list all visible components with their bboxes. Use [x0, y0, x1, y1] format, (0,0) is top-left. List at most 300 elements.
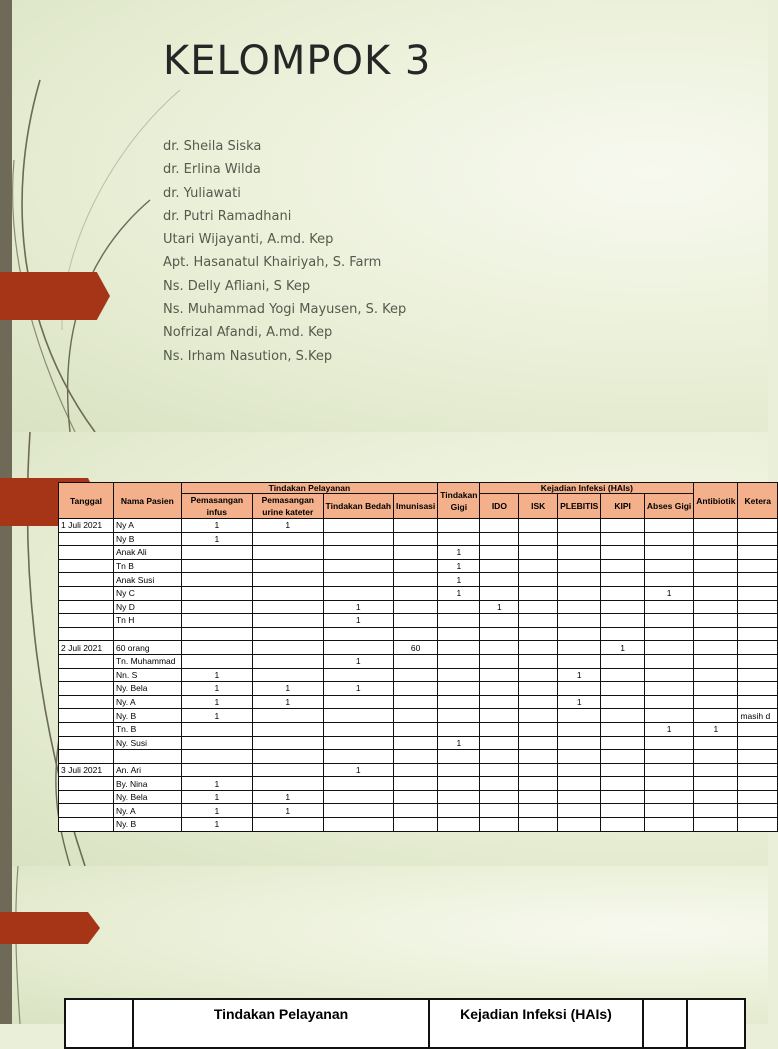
table-cell	[59, 546, 114, 560]
table-cell	[644, 641, 693, 655]
table-cell: Ny. Bela	[113, 682, 181, 696]
table-cell	[59, 654, 114, 668]
table-cell	[519, 614, 558, 628]
table-cell	[480, 586, 519, 600]
member-list	[163, 135, 406, 368]
table-row	[59, 709, 778, 723]
table-cell: Ny D	[113, 600, 181, 614]
group-header-tindakan: Tindakan Pelayanan	[133, 999, 429, 1048]
table-cell	[601, 682, 645, 696]
table-cell	[694, 519, 738, 533]
table-cell: 1	[644, 722, 693, 736]
table-cell	[558, 777, 601, 791]
table-cell	[558, 654, 601, 668]
table-cell	[694, 668, 738, 682]
table-cell: 1	[253, 682, 324, 696]
table-cell	[558, 804, 601, 818]
table-cell	[738, 763, 778, 777]
table-cell	[558, 763, 601, 777]
table-row	[59, 614, 778, 628]
table-cell	[394, 777, 438, 791]
table-cell	[181, 722, 252, 736]
table-cell	[738, 654, 778, 668]
table-cell	[59, 777, 114, 791]
table-cell: Anak Ali	[113, 546, 181, 560]
table-cell	[694, 750, 738, 764]
slide-title	[0, 0, 768, 432]
table-cell: 1	[181, 668, 252, 682]
table-cell	[394, 804, 438, 818]
table-cell	[694, 586, 738, 600]
table-cell	[738, 586, 778, 600]
table-cell	[644, 532, 693, 546]
table-cell	[694, 559, 738, 573]
table-cell	[738, 695, 778, 709]
table-row	[59, 546, 778, 560]
table-cell	[438, 654, 480, 668]
table-cell	[181, 654, 252, 668]
table-cell	[601, 709, 645, 723]
table-cell	[519, 641, 558, 655]
table-cell: Tn H	[113, 614, 181, 628]
table-cell	[738, 641, 778, 655]
table-cell	[394, 818, 438, 832]
table-cell	[601, 777, 645, 791]
table-cell	[394, 668, 438, 682]
table-cell	[438, 695, 480, 709]
table-cell	[181, 559, 252, 573]
table-cell	[480, 804, 519, 818]
table-cell	[438, 709, 480, 723]
table-cell	[480, 641, 519, 655]
table-cell: 1	[253, 790, 324, 804]
table-cell	[519, 804, 558, 818]
table-cell: 1	[644, 586, 693, 600]
table-cell	[694, 627, 738, 641]
table-row	[59, 532, 778, 546]
table-cell	[59, 614, 114, 628]
table-cell	[253, 641, 324, 655]
member-name: Ns. Delly Afliani, S Kep	[163, 278, 311, 294]
table-cell: 1	[181, 519, 252, 533]
member-name: Ns. Irham Nasution, S.Kep	[163, 348, 333, 364]
table-cell	[323, 804, 394, 818]
header-cell-empty	[65, 999, 133, 1048]
table-cell	[59, 722, 114, 736]
table-cell	[181, 750, 252, 764]
table-cell	[59, 709, 114, 723]
table-cell	[480, 614, 519, 628]
table-cell	[253, 546, 324, 560]
table-cell	[558, 818, 601, 832]
table-cell	[59, 627, 114, 641]
table-cell	[558, 559, 601, 573]
table-cell	[394, 722, 438, 736]
table-cell	[394, 682, 438, 696]
table-cell: 1 Juli 2021	[59, 519, 114, 533]
table-cell	[438, 722, 480, 736]
table-cell: Tn. B	[113, 722, 181, 736]
table-cell: An. Ari	[113, 763, 181, 777]
table-cell	[601, 763, 645, 777]
table-cell	[480, 750, 519, 764]
table-cell: By. Nina	[113, 777, 181, 791]
table-cell	[738, 777, 778, 791]
member-name: Nofrizal Afandi, A.md. Kep	[163, 325, 333, 341]
member-name: dr. Putri Ramadhani	[163, 208, 292, 224]
table-cell: 1	[438, 559, 480, 573]
table-cell: 1	[323, 600, 394, 614]
table-cell: 1	[694, 722, 738, 736]
table-cell	[601, 532, 645, 546]
table-cell	[181, 763, 252, 777]
table-cell	[438, 614, 480, 628]
table-cell	[601, 695, 645, 709]
table-cell	[644, 818, 693, 832]
table-cell	[323, 519, 394, 533]
header-imunisasi: Imunisasi	[394, 494, 438, 519]
table-cell	[558, 614, 601, 628]
table-row	[59, 790, 778, 804]
table-cell	[480, 695, 519, 709]
header-tindakan-gigi: Tindakan Gigi	[438, 483, 480, 519]
table-cell	[438, 804, 480, 818]
table-cell	[644, 777, 693, 791]
table-cell	[558, 722, 601, 736]
table-cell	[519, 818, 558, 832]
table-cell	[480, 627, 519, 641]
table-cell	[738, 519, 778, 533]
table-cell	[438, 641, 480, 655]
table-cell	[181, 641, 252, 655]
table-row	[59, 750, 778, 764]
table-cell: 1	[480, 600, 519, 614]
table-cell	[644, 546, 693, 560]
table-cell	[601, 559, 645, 573]
table-cell: 1	[181, 695, 252, 709]
table-cell: 3 Juli 2021	[59, 763, 114, 777]
table-cell	[323, 695, 394, 709]
table-cell	[694, 682, 738, 696]
table-cell	[519, 695, 558, 709]
group-header-tindakan: Tindakan Pelayanan	[181, 483, 438, 494]
header-tanggal: Tanggal	[59, 483, 114, 519]
table-cell	[644, 804, 693, 818]
table-cell	[558, 519, 601, 533]
table-cell	[601, 722, 645, 736]
header-plebitis: PLEBITIS	[558, 494, 601, 519]
header-urine-kateter: Pemasangan urine kateter	[253, 494, 324, 519]
table-cell	[181, 736, 252, 750]
table-cell	[253, 586, 324, 600]
table-cell	[558, 682, 601, 696]
table-cell	[253, 763, 324, 777]
table-cell	[394, 790, 438, 804]
table-cell	[694, 600, 738, 614]
table-cell	[519, 627, 558, 641]
table-cell	[519, 682, 558, 696]
table-cell: 1	[181, 682, 252, 696]
table-cell	[394, 532, 438, 546]
table-cell	[694, 695, 738, 709]
table-cell	[519, 654, 558, 668]
table-cell	[694, 546, 738, 560]
table-cell	[694, 763, 738, 777]
table-cell	[519, 777, 558, 791]
table-cell	[59, 695, 114, 709]
table-cell	[59, 600, 114, 614]
table-cell	[438, 600, 480, 614]
table-cell	[480, 573, 519, 587]
table-row	[59, 573, 778, 587]
slide-table-partial	[0, 866, 768, 1024]
table-cell	[181, 586, 252, 600]
table-cell	[644, 627, 693, 641]
table-cell	[644, 614, 693, 628]
table-cell	[323, 627, 394, 641]
table-cell	[438, 682, 480, 696]
table-cell	[558, 790, 601, 804]
table-cell	[253, 668, 324, 682]
table-cell: Ny. B	[113, 709, 181, 723]
table-cell	[480, 777, 519, 791]
table-cell	[253, 818, 324, 832]
table-cell	[738, 750, 778, 764]
table-cell	[738, 790, 778, 804]
table-cell	[59, 804, 114, 818]
header-antibiotik: Antibiotik	[694, 483, 738, 519]
table-cell	[738, 559, 778, 573]
table-cell: Nn. S	[113, 668, 181, 682]
table-cell	[480, 668, 519, 682]
table-cell	[601, 790, 645, 804]
table-cell	[519, 519, 558, 533]
member-name: Ns. Muhammad Yogi Mayusen, S. Kep	[163, 302, 407, 318]
table-cell	[519, 600, 558, 614]
table-row	[59, 586, 778, 600]
table-cell	[323, 722, 394, 736]
group-header-kejadian: Kejadian Infeksi (HAIs)	[480, 483, 694, 494]
table-cell	[738, 668, 778, 682]
table-cell	[644, 750, 693, 764]
table-cell	[519, 532, 558, 546]
header-isk: ISK	[519, 494, 558, 519]
table-cell	[438, 627, 480, 641]
table-cell	[253, 559, 324, 573]
table-cell	[601, 586, 645, 600]
table-cell	[601, 654, 645, 668]
table-cell: 1	[253, 804, 324, 818]
table-cell	[601, 750, 645, 764]
table-cell	[644, 573, 693, 587]
table-cell: 1	[181, 532, 252, 546]
table-cell	[519, 573, 558, 587]
table-cell	[394, 573, 438, 587]
table-cell	[480, 532, 519, 546]
table-cell	[323, 750, 394, 764]
table-row	[59, 695, 778, 709]
table-cell: Ny. A	[113, 695, 181, 709]
table-cell: 1	[181, 804, 252, 818]
table-cell	[738, 804, 778, 818]
table-cell	[519, 586, 558, 600]
table-cell	[253, 654, 324, 668]
table-cell	[694, 804, 738, 818]
table-cell	[59, 818, 114, 832]
table-cell	[181, 614, 252, 628]
table-cell	[323, 546, 394, 560]
header-abses-gigi: Abses Gigi	[644, 494, 693, 519]
table-row	[59, 559, 778, 573]
table-cell	[181, 600, 252, 614]
table-cell	[601, 818, 645, 832]
table-cell	[253, 709, 324, 723]
table-cell	[644, 736, 693, 750]
table-cell	[644, 600, 693, 614]
table-cell	[253, 750, 324, 764]
header-cell-empty	[643, 999, 687, 1048]
table-cell	[738, 682, 778, 696]
table-row	[59, 641, 778, 655]
table-cell	[738, 573, 778, 587]
table-cell: 1	[253, 519, 324, 533]
table-cell	[644, 654, 693, 668]
table-cell: Ny C	[113, 586, 181, 600]
table-cell: Tn. Muhammad	[113, 654, 181, 668]
table-cell	[59, 573, 114, 587]
table-cell	[601, 736, 645, 750]
table-cell	[394, 519, 438, 533]
table-cell	[519, 763, 558, 777]
table-cell	[694, 818, 738, 832]
accent-arrow	[0, 272, 110, 320]
table-cell	[181, 546, 252, 560]
table-cell: 1	[181, 777, 252, 791]
table-cell	[519, 668, 558, 682]
table-cell	[694, 654, 738, 668]
table-cell	[738, 600, 778, 614]
table-cell: Ny. Bela	[113, 790, 181, 804]
table-cell	[438, 532, 480, 546]
member-name: Utari Wijayanti, A.md. Kep	[163, 232, 334, 248]
table-cell: 1	[323, 654, 394, 668]
table-cell: 1	[323, 682, 394, 696]
table-cell	[738, 546, 778, 560]
table-cell: 1	[438, 736, 480, 750]
table-cell	[480, 559, 519, 573]
group-header-kejadian: Kejadian Infeksi (HAIs)	[429, 999, 643, 1048]
table-cell: 60 orang	[113, 641, 181, 655]
member-name: dr. Sheila Siska	[163, 139, 262, 154]
table-cell	[438, 750, 480, 764]
table-row	[59, 777, 778, 791]
table-cell	[738, 532, 778, 546]
table-cell	[394, 586, 438, 600]
table-cell	[738, 627, 778, 641]
table-cell	[394, 750, 438, 764]
table-cell	[558, 546, 601, 560]
table-cell	[323, 777, 394, 791]
table-cell: Ny. A	[113, 804, 181, 818]
table-cell	[558, 736, 601, 750]
slide-table	[0, 432, 771, 866]
table-cell	[558, 600, 601, 614]
spreadsheet-table-partial	[64, 998, 746, 1049]
table-cell: masih d	[738, 709, 778, 723]
slide-title-text: KELOMPOK 3	[163, 38, 432, 84]
table-cell	[644, 709, 693, 723]
table-cell	[59, 586, 114, 600]
table-cell: Tn B	[113, 559, 181, 573]
table-cell	[601, 546, 645, 560]
table-row	[59, 736, 778, 750]
table-cell	[601, 600, 645, 614]
table-cell	[644, 559, 693, 573]
table-cell	[253, 573, 324, 587]
table-cell	[394, 614, 438, 628]
table-cell	[694, 777, 738, 791]
table-cell	[558, 586, 601, 600]
table-cell	[601, 627, 645, 641]
table-cell: Ny A	[113, 519, 181, 533]
table-cell	[438, 790, 480, 804]
table-cell	[601, 573, 645, 587]
table-cell	[438, 519, 480, 533]
table-cell	[738, 818, 778, 832]
header-pemasangan-infus: Pemasangan infus	[181, 494, 252, 519]
table-cell	[480, 709, 519, 723]
table-cell	[323, 709, 394, 723]
table-cell	[694, 709, 738, 723]
table-cell	[438, 818, 480, 832]
table-cell: 1	[558, 695, 601, 709]
table-cell	[253, 627, 324, 641]
table-cell: 2 Juli 2021	[59, 641, 114, 655]
table-cell	[253, 614, 324, 628]
table-cell	[59, 682, 114, 696]
table-row	[59, 818, 778, 832]
table-cell	[558, 573, 601, 587]
table-cell	[394, 559, 438, 573]
table-cell: 1	[438, 573, 480, 587]
table-cell	[644, 682, 693, 696]
table-cell	[394, 763, 438, 777]
table-cell	[480, 722, 519, 736]
table-cell	[480, 682, 519, 696]
table-row	[59, 804, 778, 818]
table-cell	[253, 600, 324, 614]
table-cell	[253, 736, 324, 750]
table-cell	[480, 654, 519, 668]
table-cell: 1	[438, 546, 480, 560]
table-cell: 1	[181, 709, 252, 723]
table-row	[59, 763, 778, 777]
table-cell	[323, 668, 394, 682]
header-cell-empty	[687, 999, 745, 1048]
table-cell	[480, 519, 519, 533]
table-cell	[644, 763, 693, 777]
table-cell	[59, 668, 114, 682]
table-cell	[59, 559, 114, 573]
header-kipi: KIPI	[601, 494, 645, 519]
table-cell	[738, 614, 778, 628]
table-cell: Ny. B	[113, 818, 181, 832]
table-row	[59, 627, 778, 641]
member-name: dr. Erlina Wilda	[163, 162, 261, 178]
table-cell	[738, 722, 778, 736]
table-cell	[113, 750, 181, 764]
table-cell	[694, 736, 738, 750]
